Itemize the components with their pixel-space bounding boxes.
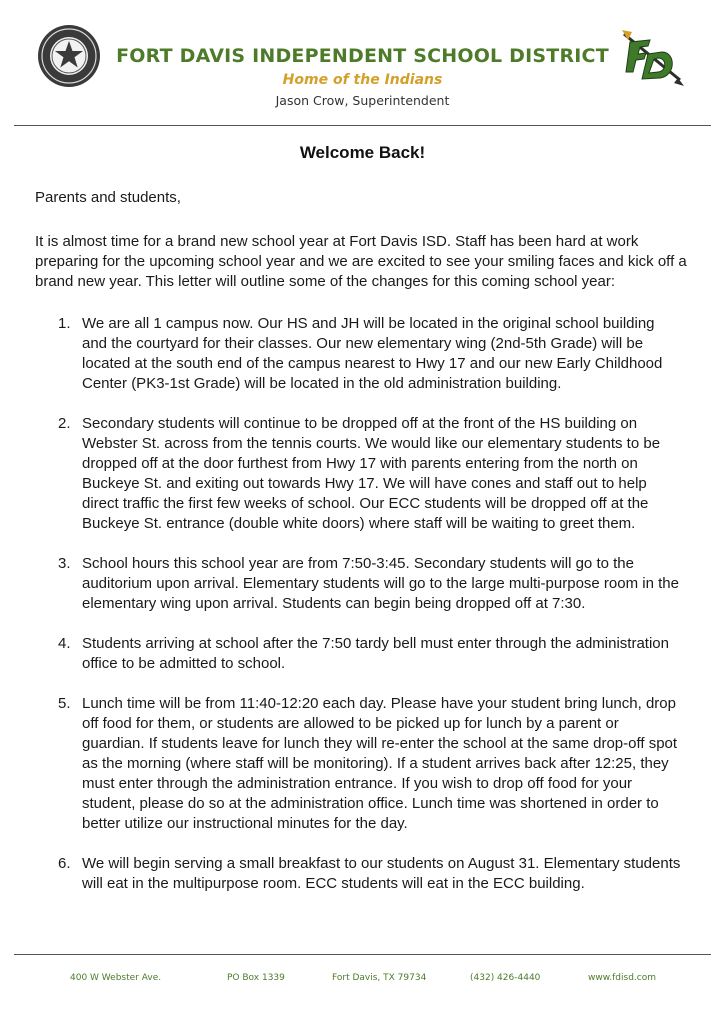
letter-title: Welcome Back! — [299, 143, 426, 162]
superintendent-name: Jason Crow, Superintendent — [275, 93, 450, 108]
list-item-number: 1. — [58, 315, 71, 332]
list-item-number: 2. — [58, 415, 71, 432]
list-item-text: Students arriving at school after the 7:50 tardy bell must enter through the administration office to be admitted to school. — [82, 635, 669, 672]
list-item — [0, 854, 725, 894]
list-item-text: School hours this school year are from 7:50-3:45. Secondary students will go to the auditorium upon arrival. Elementary students will go to the large multi-purpose room in the elementary wing upon arrival. Students can begin being dropped off at 7:30. — [82, 555, 679, 612]
footer-divider — [14, 954, 711, 955]
changes-list — [0, 314, 725, 914]
list-item — [0, 314, 725, 394]
header-divider — [14, 125, 711, 126]
list-item — [0, 414, 725, 534]
list-item-text: Secondary students will continue to be dropped off at the front of the HS building on Webster St. across from the tennis courts. We would like our elementary students to be dropped off at the door furthest from Hwy 17 with parents entering from the north on Buckeye St. and exiting out towards Hwy 17. We will have cones and staff out to help direct traffic the first few weeks of school. Our ECC students will be dropped off at the Buckeye St. entrance (double white doors) where staff will be waiting to greet them. — [82, 415, 661, 532]
fd-arrow-logo-icon — [620, 28, 684, 86]
list-item-text: We will begin serving a small breakfast to our students on August 31. Elementary students will eat in the multipurpose room. ECC students will eat in the ECC building. — [82, 855, 681, 892]
intro-paragraph: It is almost time for a brand new school year at Fort Davis ISD. Staff has been hard at work preparing for the upcoming school year and we are excited to see your smiling faces and kick off a brand new year. This letter will outline some of the changes for this coming school year: — [35, 233, 687, 290]
list-item-text: We are all 1 campus now. Our HS and JH will be located in the original school building and the courtyard for their classes. Our new elementary wing (2nd-5th Grade) will be located at the south end of the campus nearest to Hwy 17 and our new Early Childhood Center (PK3-1st Grade) will be located in the old administration building. — [82, 315, 663, 392]
footer-city: Fort Davis, TX 79734 — [332, 973, 427, 983]
list-item — [0, 554, 725, 614]
salutation: Parents and students, — [35, 189, 181, 206]
footer-po-box: PO Box 1339 — [227, 973, 285, 983]
district-name: FORT DAVIS INDEPENDENT SCHOOL DISTRICT — [116, 45, 609, 67]
list-item-text: Lunch time will be from 11:40-12:20 each day. Please have your student bring lunch, drop off food for them, or students are allowed to be picked up for lunch by a parent or guardian. If students leave for lunch they will re-enter the school at the same drop-off spot as the morning (where staff will be monitoring). If a student arrives back after 12:25, they must enter through the administration entrance. If you wish to drop off food for your student, please do so at the administration office. Lunch time was shortened in order to better utilize our instructional minutes for the day. — [82, 695, 678, 832]
footer-phone: (432) 426-4440 — [470, 973, 541, 983]
letterhead — [0, 0, 725, 125]
footer-website[interactable]: www.fdisd.com — [588, 973, 656, 983]
list-item-number: 6. — [58, 855, 71, 872]
list-item-number: 3. — [58, 555, 71, 572]
list-item — [0, 694, 725, 834]
footer-address: 400 W Webster Ave. — [70, 973, 162, 983]
district-tagline: Home of the Indians — [282, 72, 443, 88]
list-item-number: 4. — [58, 635, 71, 652]
list-item — [0, 634, 725, 674]
list-item-number: 5. — [58, 695, 71, 712]
